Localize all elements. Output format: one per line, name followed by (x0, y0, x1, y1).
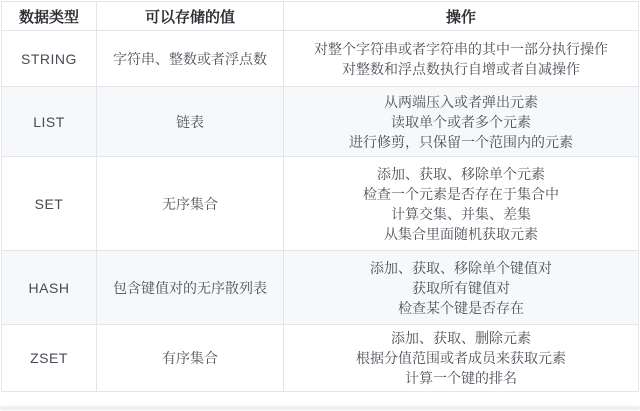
operation-line: 计算交集、并集、差集 (391, 205, 531, 222)
table-row-hash (2, 251, 639, 325)
column-header-data-type: 数据类型 (2, 2, 97, 31)
operation-line: 从两端压入或者弹出元素 (384, 93, 538, 110)
cell-storable-values: 链表 (97, 87, 284, 157)
table-header-row (2, 2, 639, 31)
operation-line: 检查一个元素是否存在于集合中 (363, 185, 559, 202)
column-header-operations: 操作 (284, 2, 639, 31)
operation-line: 根据分值范围或者成员来获取元素 (356, 350, 566, 366)
column-header-storable-values: 可以存储的值 (97, 2, 284, 31)
cell-operations (284, 157, 639, 251)
operation-line: 对整数和浮点数执行自增或者自减操作 (342, 60, 580, 77)
operation-line: 检查某个键是否存在 (398, 299, 524, 316)
cell-data-type: LIST (2, 87, 97, 157)
cell-storable-values: 无序集合 (97, 157, 284, 251)
cell-operations (284, 251, 639, 325)
operation-line: 计算一个键的排名 (405, 370, 517, 386)
cell-storable-values: 有序集合 (97, 325, 284, 392)
table-row-zset (2, 325, 639, 392)
cell-operations (284, 87, 639, 157)
redis-data-types-table (1, 1, 639, 392)
cell-data-type: SET (2, 157, 97, 251)
cell-storable-values: 字符串、整数或者浮点数 (97, 31, 284, 87)
operation-line: 从集合里面随机获取元素 (384, 225, 538, 242)
operation-line: 进行修剪，只保留一个范围内的元素 (349, 133, 573, 150)
cell-data-type: HASH (2, 251, 97, 325)
operation-line: 添加、获取、删除元素 (391, 330, 531, 346)
table-row-set (2, 157, 639, 251)
operation-line: 添加、获取、移除单个元素 (377, 165, 545, 182)
table-row-string (2, 31, 639, 87)
cell-data-type: STRING (2, 31, 97, 87)
operation-line: 读取单个或者多个元素 (391, 113, 531, 130)
operation-line: 添加、获取、移除单个键值对 (370, 259, 552, 276)
operation-line: 获取所有键值对 (412, 279, 510, 296)
bottom-shadow (0, 406, 640, 410)
table-row-list (2, 87, 639, 157)
cell-storable-values: 包含键值对的无序散列表 (97, 251, 284, 325)
cell-data-type: ZSET (2, 325, 97, 392)
cell-operations (284, 31, 639, 87)
operation-line: 对整个字符串或者字符串的其中一部分执行操作 (314, 40, 608, 57)
cell-operations (284, 325, 639, 392)
